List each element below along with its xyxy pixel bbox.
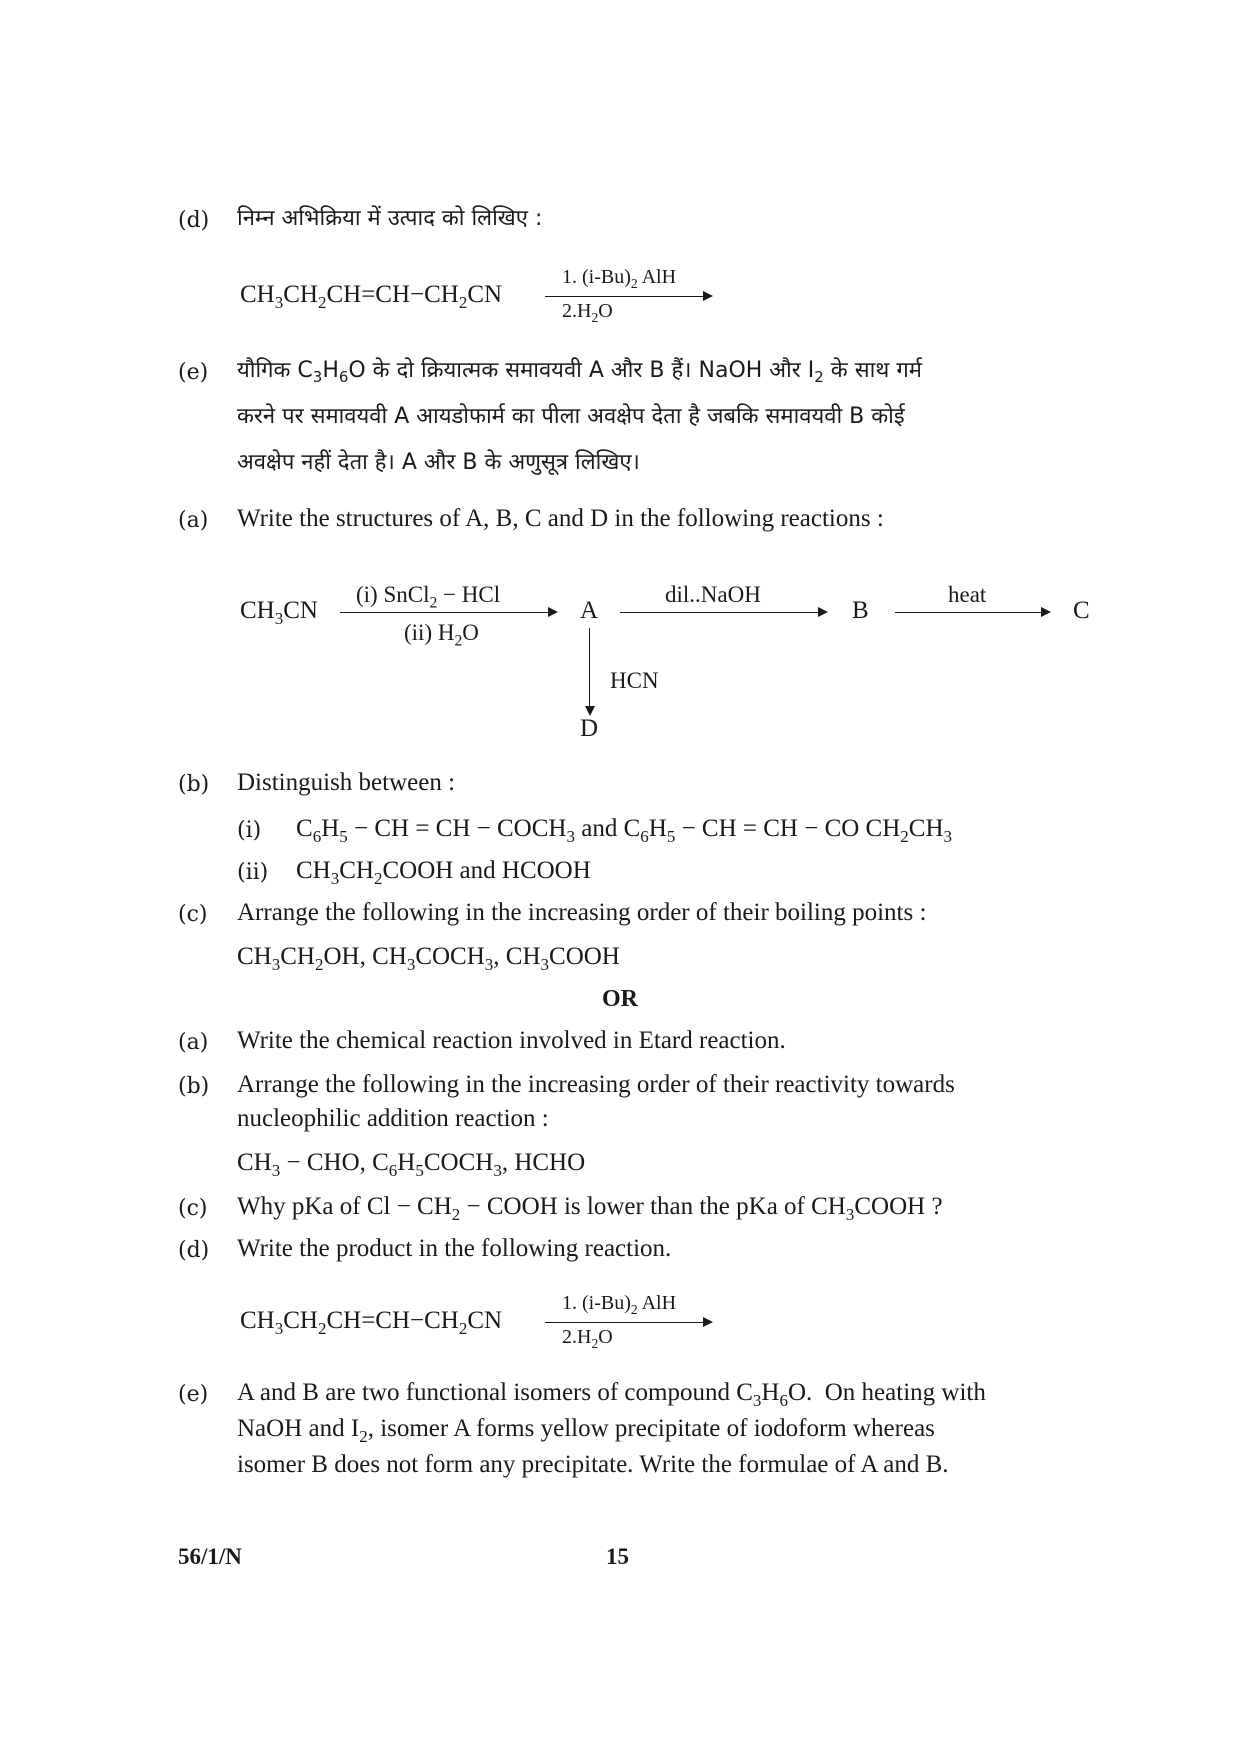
or-question-text-a: Write the chemical reaction involved in Etard reaction. (237, 1027, 786, 1054)
or-question-label-c: (c) (178, 1196, 208, 1221)
scheme-arrow-down (589, 628, 590, 708)
or-divider: OR (602, 986, 638, 1012)
question-text-e-hindi-line2: करने पर समावयवी A आयडोफार्म का पीला अवक्षेप देता है जबकि समावयवी B कोई (237, 404, 905, 429)
question-text-d-hindi: निम्न अभिक्रिया में उत्पाद को लिखिए : (237, 206, 543, 231)
scheme-down-reagent: HCN (610, 668, 659, 693)
question-text-e-hindi-line3: अवक्षेप नहीं देता है। A और B के अणुसूत्र लिखिए। (237, 450, 640, 475)
or-question-label-b: (b) (178, 1074, 210, 1099)
compounds-c: $CH_3CH_2OH$, $CH_3COCH_3$, $CH_3COOH$ (237, 943, 620, 974)
or-question-text-c: Why pKa of $Cl - CH_2$ − COOH is lower than the pKa of $CH_3COOH$ ? (237, 1193, 943, 1224)
reaction-arrow-2 (545, 1322, 705, 1323)
sub-label-b-i: (i) (237, 818, 262, 843)
reagent-top: 1. $(i-Bu)_2$ AlH (562, 266, 677, 291)
reagent-bottom-2: $2.H_2O$ (562, 1326, 613, 1351)
scheme-arrow-3 (895, 612, 1043, 613)
question-label-b: (b) (178, 772, 210, 797)
or-question-text-b-line2: nucleophilic addition reaction : (237, 1105, 549, 1132)
sub-text-b-i: $C_6H_5$ − CH = CH − $COCH_3$ and $C_6H_5$ − CH = CH − CO $CH_2CH_3$ (296, 815, 953, 846)
reactant-formula-2: $CH_3CH_2CH=CH-CH_2CN$ (240, 1307, 503, 1338)
scheme-arrow-1 (340, 612, 550, 613)
reagent-bottom: $2.H_2O$ (562, 300, 613, 325)
question-text-b: Distinguish between : (237, 769, 456, 796)
question-text-a: Write the structures of A, B, C and D in the following reactions : (237, 505, 884, 532)
or-question-text-e-line1: A and B are two functional isomers of compound $C_3H_6O$. On heating with (237, 1379, 986, 1410)
question-label-c: (c) (178, 902, 208, 927)
or-compounds-b: $CH_3$ − CHO, $C_6H_5COCH_3$, HCHO (237, 1149, 586, 1180)
paper-code: 56/1/N (178, 1544, 242, 1569)
reagent-top-2: 1. $(i-Bu)_2$ AlH (562, 1292, 677, 1317)
arrow-head-2 (703, 1317, 713, 1327)
scheme-r1-top: (i) SnCl$_2$ − HCl (356, 582, 501, 612)
sub-text-b-ii: $CH_3CH_2COOH$ and HCOOH (296, 857, 591, 888)
question-text-c: Arrange the following in the increasing order of their boiling points : (237, 899, 927, 926)
or-question-label-d: (d) (178, 1238, 210, 1263)
scheme-arrow-3-head (1041, 607, 1051, 617)
scheme-arrow-2-head (818, 607, 828, 617)
or-question-text-e-line3: isomer B does not form any precipitate. Write the formulae of A and B. (237, 1451, 949, 1478)
scheme-r1-bottom: (ii) $H_2O$ (404, 620, 479, 650)
page-number: 15 (606, 1544, 629, 1569)
question-label-e-hindi: (e) (178, 360, 209, 385)
reactant-formula: $CH_3CH_2CH=CH-CH_2CN$ (240, 281, 503, 312)
arrow-head (703, 291, 713, 301)
scheme-r3-top: heat (948, 582, 987, 607)
scheme-compound-d: D (580, 715, 599, 742)
question-label-a: (a) (178, 508, 209, 533)
question-text-e-hindi-line1: यौगिक $C_3H_6O$ के दो क्रियात्मक समावयवी A और B हैं। NaOH और $I_2$ के साथ गर्म (237, 358, 922, 387)
sub-label-b-ii: (ii) (237, 860, 269, 885)
scheme-compound-a: A (580, 597, 599, 624)
scheme-r2-top: dil..NaOH (665, 582, 761, 607)
scheme-arrow-1-head (548, 607, 558, 617)
reaction-arrow (545, 296, 705, 297)
scheme-compound-b: B (852, 597, 869, 624)
or-question-text-e-line2: NaOH and $I_2$, isomer A forms yellow precipitate of iodoform whereas (237, 1415, 935, 1446)
or-question-text-b-line1: Arrange the following in the increasing order of their reactivity towards (237, 1071, 955, 1098)
scheme-arrow-2 (620, 612, 820, 613)
question-label-d-hindi: (d) (178, 208, 210, 233)
scheme-start-formula: $CH_3CN$ (240, 597, 318, 628)
or-question-text-d: Write the product in the following reaction. (237, 1235, 672, 1262)
scheme-compound-c: C (1073, 597, 1090, 624)
or-question-label-a: (a) (178, 1030, 209, 1055)
or-question-label-e: (e) (178, 1382, 209, 1407)
